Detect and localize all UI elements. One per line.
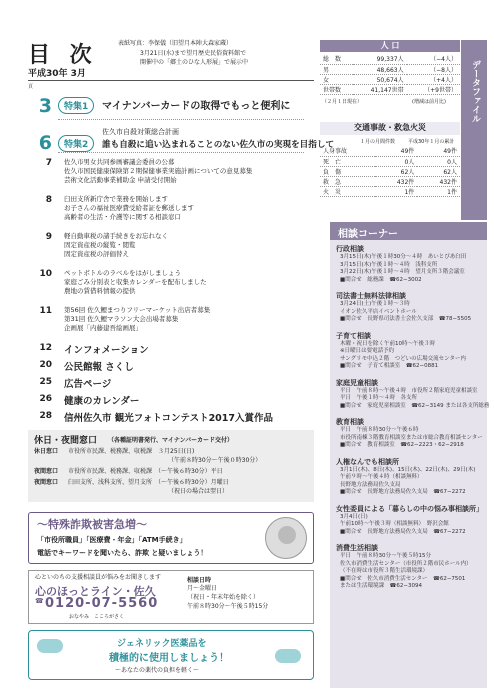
toc-item-title: インフォメーション xyxy=(64,345,149,356)
hotline-hours: 月〜金曜日 xyxy=(187,585,218,592)
traffic-cell: 49件 xyxy=(417,146,460,156)
consult-line: サングリモ中込２階 つどいの広場交流センター内 xyxy=(340,355,466,362)
population-cell: 99,337人 xyxy=(353,54,407,64)
hotline-intro: 心といのちの支援相談員が悩みをお聞きします xyxy=(35,574,162,581)
toc-item-line: 臼田支所新庁舎で業務を開始します xyxy=(64,195,168,203)
generic-line3: 〜あなたの薬代の負担を軽く〜 xyxy=(115,667,200,674)
consult-line: ■問合せ 家庭児童相談室 ☎62−3149 または各支所総務 xyxy=(340,402,490,409)
population-cell: 48,663人 xyxy=(353,64,407,74)
traffic-row xyxy=(320,176,460,186)
toc-item-line: 高齢者の生活・介護等に関する相談窓口 xyxy=(64,213,181,221)
phone-scam-illustration xyxy=(265,517,307,559)
consult-line: 平日 午後１時〜４時 各支所 xyxy=(340,395,418,401)
consult-line: 3月4日(日) xyxy=(340,513,368,520)
consult-line: イオン佐久平店イベントホール xyxy=(340,308,417,315)
toc-item-title: 信州佐久市 観光フォトコンテスト2017入賞作品 xyxy=(64,413,274,424)
traffic-row xyxy=(320,186,460,196)
population-row xyxy=(320,84,460,94)
hotline-hours: 午前８時30分〜午後５時15分 xyxy=(187,603,269,610)
traffic-cell: 人身事故 xyxy=(320,146,375,156)
generic-line2: 積極的に使用しましょう！ xyxy=(109,653,229,664)
toc-item-line: ペットボトルのラベルをはがしましょう xyxy=(64,269,181,277)
generic-drug-box xyxy=(28,630,314,680)
traffic-row xyxy=(320,146,460,156)
pill-icon xyxy=(37,639,63,653)
traffic-header-month: １月の月間件数 xyxy=(360,139,396,145)
toc-item-line: 佐久市国民健康保険第２期保健事業実施計画についての意見募集 xyxy=(64,167,253,175)
divider xyxy=(58,119,304,120)
consult-section-title: 司法書士無料法律相談 xyxy=(336,292,406,300)
fraud-title: 〜特殊詐欺被害急増〜 xyxy=(37,518,147,531)
toc-item-line: 第31回 佐久鯉マラソン大会出場者募集 xyxy=(64,315,179,323)
toc-item-subtitle: 佐久市自殺対策総合計画 xyxy=(102,128,179,136)
consult-section xyxy=(336,378,490,411)
toc-item-line: 佐久市男女共同参画審議会委員の公募 xyxy=(64,158,175,166)
traffic-title: 交通事故・救急火災 xyxy=(320,122,460,135)
consult-line: ■問合せ 長野地方法務局佐久支局 ☎67−2272 xyxy=(340,489,466,495)
toc-item-line: 第56回 佐久鯉まつりフリーマーケット出店者募集 xyxy=(64,306,211,314)
population-table xyxy=(320,54,460,95)
consult-line: または生活環境課 ☎62−3094 xyxy=(340,583,422,589)
cover-caption-2: 3月21日(水)まで望月歴史民俗資料館で xyxy=(140,50,247,57)
hotline-phone[interactable]: 0120-07-5560 xyxy=(45,596,159,611)
population-cell: 41,147世帯 xyxy=(353,84,407,94)
consult-line: （不在時は市役所３階生活環境課） xyxy=(340,568,429,574)
toc-page-num: 28 xyxy=(39,411,52,421)
toc-item-title: 誰も自殺に追い込まれることのない佐久市の実現を目指して xyxy=(102,140,335,150)
generic-line1: ジェネリック医薬品を xyxy=(117,639,207,649)
traffic-header-total: 平成30年１月の累計 xyxy=(408,139,455,145)
toc-item-line: 固定資産税の縦覧・閲覧 xyxy=(64,241,136,249)
population-cell: （+9世帯） xyxy=(407,84,460,94)
consult-line: 3月24日(土)午後１時〜３時 xyxy=(340,301,410,307)
holiday-row-label: 夜間窓口 xyxy=(34,479,59,486)
consult-section-title: 消費生活相談 xyxy=(336,544,378,552)
consult-line: ■問合せ 佐久市消費生活センター ☎62−7501 xyxy=(340,575,466,582)
traffic-cell: 49件 xyxy=(375,146,418,156)
traffic-cell: 432件 xyxy=(417,176,460,186)
consult-line: 平日 午前８時〜午後４時 市役所２階家庭児童相談室 xyxy=(340,387,478,394)
consult-line: 佐久市消費生活センター（市役所２階市民ホール内） xyxy=(340,560,472,567)
holiday-row-text: 市役所市民課、税務課、収税課 （〜午後６時30分）平日 xyxy=(68,468,223,475)
toc-item-line: 軽自動車税の諸手続きをお忘れなく xyxy=(64,232,168,240)
toc-item-line: お子さんの福祉医療費受給者証を郵送します xyxy=(64,204,194,212)
consult-line: 3月1日(木)、8日(木)、15日(木)、22日(木)、29日(木) xyxy=(340,466,476,473)
consult-line: 平日 午前８時30分〜午後５時15分 xyxy=(340,553,431,559)
consult-section xyxy=(336,291,484,324)
consult-line: ※日曜日は要電話予約 xyxy=(340,348,395,354)
toc-item-line: 農地の賃借料情報の提供 xyxy=(64,287,136,295)
consult-section-title: 子育て相談 xyxy=(336,331,371,340)
hotline-name: 心のほっとライン・佐久 xyxy=(35,585,156,598)
toc-page-num: 3 xyxy=(38,95,52,117)
toc-page-num: 8 xyxy=(45,195,52,205)
header-rule xyxy=(28,80,314,81)
population-row xyxy=(320,54,460,64)
consult-section-title: 家庭児童相談 xyxy=(336,378,378,387)
consult-section-title: 教育相談 xyxy=(336,418,364,426)
consult-line: ■問合せ 長野県司法書士会佐久支部 ☎78−5505 xyxy=(340,316,472,322)
toc-item-line: 家庭ごみ分別表と収集カレンダーを配布しました xyxy=(64,278,207,286)
toc-title: 目 次 xyxy=(28,43,98,68)
consult-line: 午前９時〜午後４時（相談無料） xyxy=(340,474,423,480)
consult-section xyxy=(336,244,484,284)
consult-line: 3月22日(木)午後１時〜４時 望月支所３階会議室 xyxy=(340,269,465,275)
population-cell: （−8人） xyxy=(407,64,460,74)
holiday-title: 休日・夜間窓口 xyxy=(34,436,98,446)
holiday-row-label: 夜間窓口 xyxy=(34,468,59,475)
population-cell: 総 数 xyxy=(320,54,353,64)
fraud-keywords: 「市役所職員」「医療費・年金」「ATM手続き」 xyxy=(37,536,187,544)
consult-section xyxy=(336,504,484,537)
population-cell: 50,674人 xyxy=(353,74,407,84)
side-tab xyxy=(461,40,487,220)
hotline-hours-label: 相談日時 xyxy=(187,577,212,584)
population-row xyxy=(320,74,460,84)
traffic-cell: 救 急 xyxy=(320,176,375,186)
population-cell: 女 xyxy=(320,74,353,84)
toc-page-num: 10 xyxy=(39,269,52,279)
consult-section-title: 人権なんでも相談所 xyxy=(336,457,399,466)
consult-section-title: 女性委員による「暮らしの中の悩み事相談所」 xyxy=(336,504,483,513)
holiday-row-text: （祝日の場合は翌日） xyxy=(168,488,229,495)
population-cell: 男 xyxy=(320,64,353,74)
hotline-hours: （祝日・年末年始を除く） xyxy=(187,594,260,601)
fraud-warning: 電話でキーワードを聞いたら、詐欺 と疑いましょう！ xyxy=(37,549,208,557)
face-icon xyxy=(278,526,296,544)
consult-section xyxy=(336,543,484,591)
consult-line: ■問合せ 長野地方法務局佐久支局 ☎67−2272 xyxy=(340,528,466,535)
consult-line: 午前10時〜午後３時（相談無料） 野沢会館 xyxy=(340,521,449,527)
consult-line: 3月15日(木)午後１時〜４時 浅科支所 xyxy=(340,261,438,268)
consult-line: 3月15日(木)午後１時30分〜４時 あいとぴあ臼田 xyxy=(340,254,467,260)
consult-section xyxy=(336,457,484,497)
traffic-cell: 0人 xyxy=(417,156,460,166)
fraud-box xyxy=(28,512,314,564)
holiday-row-text: 市役所市民課、税務課、収税課 ３月25日(日) xyxy=(68,448,195,455)
holiday-row-text: 臼田支所、浅科支所、望月支所 （〜午後６時30分）月曜日 xyxy=(68,479,229,486)
side-tab-label: データファイル xyxy=(470,60,480,123)
consult-line: 市役所南棟３階教育相談室または市総合教育相談センター xyxy=(340,434,483,441)
traffic-table xyxy=(320,146,460,197)
population-cell: （+4人） xyxy=(407,74,460,84)
traffic-row xyxy=(320,166,460,176)
hotline-box xyxy=(28,570,314,624)
traffic-cell: 62人 xyxy=(375,166,418,176)
toc-page-num: 11 xyxy=(39,306,52,316)
toc-item-title: マイナンバーカードの取得でもっと便利に xyxy=(102,101,291,112)
consult-line: 平日 午前８時30分〜午後６時 xyxy=(340,427,419,433)
traffic-cell: 火 災 xyxy=(320,186,375,196)
population-cell: （−4人） xyxy=(407,54,460,64)
traffic-cell: 0人 xyxy=(375,156,418,166)
holiday-note: （各種証明書発行、マイナンバーカード交付） xyxy=(108,437,234,444)
toc-page-num: 9 xyxy=(45,232,52,242)
page-label: 頁 xyxy=(28,84,34,90)
toc-item-line: 固定資産税の評価替え xyxy=(64,250,129,258)
traffic-cell: 432件 xyxy=(375,176,418,186)
hotline-kana: おなやみ こころがさく xyxy=(69,614,125,620)
cover-caption-1: 表紙写真：李保儀（旧望月本陣大森家蔵） xyxy=(118,40,233,47)
toc-page-num: 26 xyxy=(39,394,52,404)
toc-item-title: 広告ページ xyxy=(64,379,112,390)
population-note2: (増減は前月比) xyxy=(412,99,446,105)
toc-page-num: 7 xyxy=(45,158,52,168)
holiday-box xyxy=(28,430,314,502)
traffic-cell: 死 亡 xyxy=(320,156,375,166)
pill-icon xyxy=(275,649,301,663)
issue-date: 平成30年 3月 xyxy=(28,69,86,79)
toc-page-num: 6 xyxy=(38,132,52,154)
consult-panel xyxy=(330,222,490,688)
population-cell: 世帯数 xyxy=(320,84,353,94)
phone-icon: ☎ xyxy=(35,597,44,605)
toc-item-line: 芸術文化活動事業補助金 申請受付開始 xyxy=(64,176,177,184)
toc-page-num: 20 xyxy=(39,360,52,370)
consult-title: 相談コーナー xyxy=(338,229,398,240)
consult-section xyxy=(336,331,484,371)
consult-line: 木曜・祝日を除く午前10時〜午後３時 xyxy=(340,340,435,347)
toc-item-title: 公民館報 さくし xyxy=(64,362,134,373)
traffic-cell: 負 傷 xyxy=(320,166,375,176)
consult-section xyxy=(336,417,484,450)
feature-badge: 特集1 xyxy=(58,97,94,114)
consult-section-title: 行政相談 xyxy=(336,245,364,253)
consult-line: 長野地方法務局佐久支局 xyxy=(340,481,401,488)
divider xyxy=(58,152,304,153)
page-title xyxy=(28,38,98,69)
traffic-cell: 1件 xyxy=(417,186,460,196)
toc-page-num: 12 xyxy=(39,343,52,353)
population-title: 人 口 xyxy=(320,40,460,52)
cover-caption-3: 開催中の「郷土のひな人形展」で展示中 xyxy=(140,59,249,66)
traffic-row xyxy=(320,156,460,166)
holiday-row-label: 休日窓口 xyxy=(34,448,59,455)
consult-line: ■問合せ 子育て相談室 ☎62−0881 xyxy=(340,363,439,369)
toc-item-line: 企画展「内藤建吾絵画展」 xyxy=(64,324,142,332)
traffic-cell: 62人 xyxy=(417,166,460,176)
consult-line: ■問合せ 総務課 ☎62−3002 xyxy=(340,276,422,283)
feature-badge: 特集2 xyxy=(58,135,94,152)
toc-item-title: 健康のカレンダー xyxy=(64,396,140,407)
toc-page-num: 25 xyxy=(39,377,52,387)
consult-line: ■問合せ 教育相談室 ☎62−2223・62−2918 xyxy=(340,442,464,448)
holiday-row-text: （午前８時30分〜午後０時30分） xyxy=(168,457,262,464)
traffic-cell: 1件 xyxy=(375,186,418,196)
population-row xyxy=(320,64,460,74)
population-note: （２月１日現在） xyxy=(322,99,363,105)
